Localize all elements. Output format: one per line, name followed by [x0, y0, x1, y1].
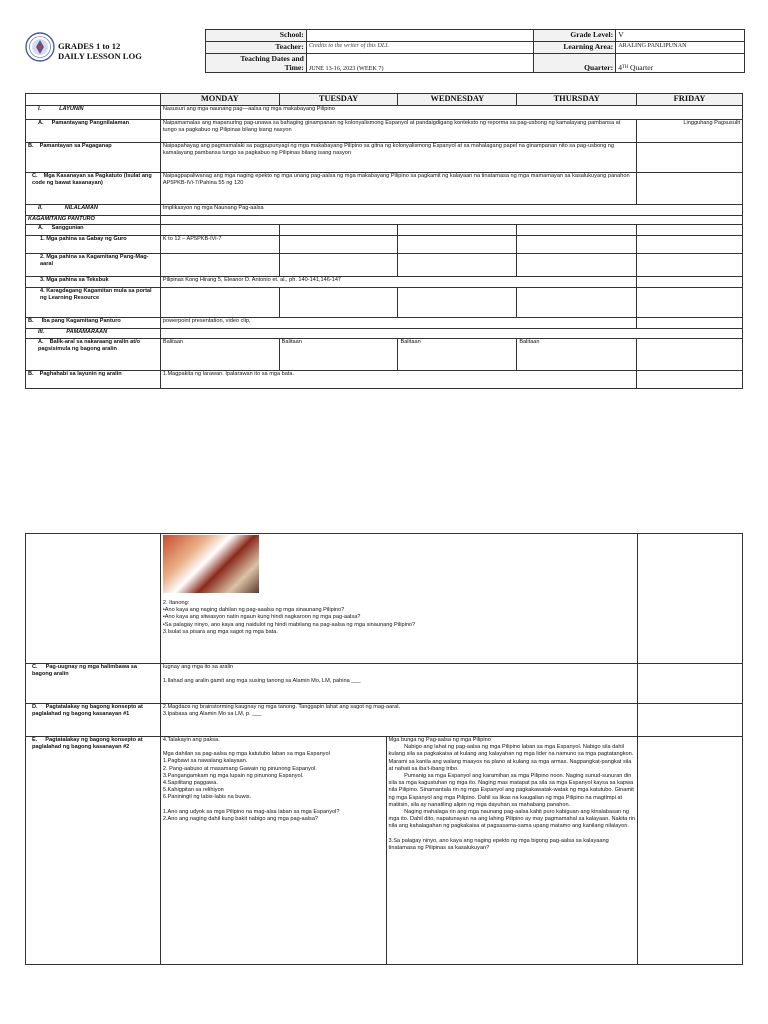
dahilan-item-3: 3.Pangangamkam ng mga lupain ng pinunong Espanyol. [162, 772, 304, 779]
day-wednesday: WEDNESDAY [398, 94, 517, 106]
layunin-text: Nasusuri ang mga naunang pag—aalsa ng mga makabayang Pilipino [160, 106, 742, 120]
sanggunian-thursday [517, 225, 637, 236]
gabay-wednesday [398, 236, 517, 254]
dahilan-item-5: 5.Kahigpitan sa relihiyon [162, 787, 224, 794]
kagamitang-panturo-label: KAGAMITANG PANTURO [26, 216, 161, 225]
layunin-number: I. [38, 106, 42, 112]
teacher-label: Teacher: [206, 42, 307, 54]
kpm-wednesday [398, 254, 517, 277]
nilalaman-label: NILALAMAN [64, 205, 98, 211]
kasanayan-code: AP5PKB-IVi-7/Pahina 55 ng 120 [162, 180, 244, 186]
learning-area-value[interactable]: ARALING PANLIPUNAN [616, 42, 745, 54]
itanong-step-3: 3.Isulat sa pisara ang mga sagot ng mga bata. [162, 628, 278, 635]
lr-tuesday [279, 288, 398, 318]
bunga-question-3: 3.Sa palagay ninyo, ano kaya ang naging epekto ng mga bigong pag-aalsa sa kalayaang tinatamasa ng Pilipinas sa kasalukuyan? [388, 837, 609, 851]
school-value[interactable] [306, 30, 533, 42]
iba-pang-kagamitan [26, 318, 161, 329]
gabay-thursday [517, 236, 637, 254]
pag-uugnay-line-1: Iugnay ang mga ito sa aralin [162, 664, 234, 670]
section-nilalaman [26, 205, 161, 216]
pagtatalakay-2-friday [638, 737, 743, 965]
day-thursday: THURSDAY [517, 94, 637, 106]
title-line-1: GRADES 1 to 12 [58, 41, 121, 51]
pagtatalakay-2-number: E. [32, 737, 38, 743]
dahilan-item-4: 4.Sapilitang paggawa. [162, 780, 218, 787]
teaching-dates-label-line2: Time: [284, 63, 304, 72]
kagamitang-panturo-cell [160, 216, 742, 225]
section-layunin [26, 106, 161, 120]
pagtatalakay-2-label: Pagtatalakay ng bagong konsepto at paglalahad ng bagong kasanayan #2 [32, 737, 143, 751]
friday-cell-c [637, 173, 743, 205]
itanong-question-3: •Sa palagay ninyo, ano kaya ang naidulot ng hindi mabilang na pag-aalsa ng mga sinaunang Pilipino? [162, 621, 416, 628]
teksbuk-friday [637, 277, 743, 288]
iba-pang-friday [637, 318, 743, 329]
kasanayan-text [160, 173, 636, 205]
row-a-label: Pamantayang Pangnilalaman [51, 120, 129, 126]
dahilan-item-2: 2. Pang-aabuso at masamang Gawain ng pinunong Espanyol. [162, 765, 317, 772]
row-b-number: B. [28, 143, 34, 149]
mga-dahilan-cell [160, 737, 386, 965]
balik-aral-number: A. [38, 339, 44, 345]
corner-cell [26, 94, 161, 106]
kasanayan-description: Naipagpapaliwanag ang mga naging epekto ng mga unang pag-aalsa ng mga makabayang Pilipino sa pagkamit ng kalayaan na tinatamasa ng mga mamamayan sa kasalukuyang panahon [162, 173, 630, 179]
lesson-log-table-continued [25, 533, 743, 965]
kagamitang-pang-mag-aaral-label: 2. Mga pahina sa Kagamitang Pang-Mag-aaral [26, 254, 161, 277]
grade-level-label: Grade Level: [534, 30, 616, 42]
teaching-dates-value[interactable]: JUNE 13-16, 2023 (WEEK 7) [306, 54, 533, 73]
gabay-tuesday [279, 236, 398, 254]
mga-bunga-cell [386, 737, 638, 965]
pag-uugnay-label: Pag-uugnay ng mga halimbawa sa bagong aralin [32, 664, 137, 678]
lesson-log-table [25, 93, 743, 389]
lr-thursday [517, 288, 637, 318]
lr-friday [637, 288, 743, 318]
learning-resource-label: 4. Karagdagang Kagamitan mula sa portal ng Learning Resource [26, 288, 161, 318]
nilalaman-text: Implikasyon ng mga Naunang Pag-aalsa [160, 205, 742, 216]
dahilan-item-1: 1.Pagbawi sa nawalang kalayaan. [162, 758, 248, 765]
pamamaraan-label: PAMAMARAAN [66, 329, 108, 335]
pag-uugnay-text [160, 664, 637, 704]
sanggunian-monday [160, 225, 279, 236]
dahilan-line-1: 4.Talakayin ang paksa. [162, 737, 220, 743]
row-b-label: Pamantayan sa Pagaganap [39, 143, 112, 149]
pagtatalakay-1-label: Pagtatalakay ng bagong konsepto at paglalahad ng bagong kasanayan #1 [32, 704, 143, 718]
pagtatalakay-1-friday [638, 704, 743, 737]
teaching-dates-label-line1: Teaching Dates and [240, 54, 304, 63]
pagtatalakay-1 [26, 704, 161, 737]
balitaan-wednesday: Balitaan [398, 339, 517, 371]
pagtatalakay-1-number: D. [32, 704, 38, 710]
bunga-paragraph-1: Nabigo ang lahat ng pag-aalsa ng mga Pilipino laban sa mga Espanyol. Nabigo sila dahil kulang sila sa pagkakaisa at kulang ang kalayahan ng mga lider na namuno sa mga pagtatangkon. Marami sa kanila ang walang maayos na plano at kulang sa mga armas. Nagpangkat-pangkat sila at nahati sa iba't-ibang tribo. [388, 744, 635, 772]
paghahabi-text: 1.Magpakita ng larawan. Ipalarawan ito sa mga bata. [160, 371, 636, 389]
itanong-friday [638, 534, 743, 664]
dahilan-question-1: 1.Ano ang udyok sa mga Pilipino na mag-alsa laban sa mga Espanyol? [162, 808, 340, 815]
pag-uugnay [26, 664, 161, 704]
quarter-value[interactable]: 4ᵀᴴ Quarter [616, 54, 745, 73]
day-monday: MONDAY [160, 94, 279, 106]
title-line-2: DAILY LESSON LOG [58, 51, 142, 61]
teksbuk-label: 3. Mga pahina sa Teksbuk [26, 277, 161, 288]
balitaan-friday [637, 339, 743, 371]
kpm-tuesday [279, 254, 398, 277]
sanggunian-number: A. [38, 225, 44, 231]
paghahabi-sa-layunin [26, 371, 161, 389]
pamantayang-pangnilalaman-text: Naipamamalas ang mapanuring pag-unawa sa bahaging ginampanan ng kolonyalismong Espanyol at pandaigdigang konteksto ng reporma sa pag-usbong ng kamalayang pambansa at tungo sa pagkabuo ng Pilipinas bilang isang nasyon [160, 120, 636, 143]
bunga-paragraph-3: Naging mahalaga rin ang mga naunang pag-aalsa kahit puro kabiguan ang kinalabasan ng mga ito. Dahil dito, napatunayan na ang lahing Pilipino ay may pagmamahal sa kalayaan. Nakita rin nila ang kahalagahan ng pagkakaisa at pagsasama-sama upang matamo ang kanilang nilalayon. [388, 809, 637, 830]
dahilan-question-2: 2.Ano ang naging dahil kung bakit nabigo ang mga pag-aalsa? [162, 815, 319, 822]
sanggunian-tuesday [279, 225, 398, 236]
kpm-thursday [517, 254, 637, 277]
bunga-heading: Mga bunga ng Pag-aalsa ng mga Pilipino [388, 737, 491, 743]
pamamaraan-cell [160, 329, 742, 339]
pamamaraan-number: III. [38, 329, 45, 335]
pamantayan-sa-pagaganap [26, 143, 161, 173]
day-friday: FRIDAY [637, 94, 743, 106]
gabay-ng-guro-label: 1. Mga pahina sa Gabay ng Guro [26, 236, 161, 254]
pamantayang-pangnilalaman [26, 120, 161, 143]
pag-uugnay-line-2: 1.Ilahad ang aralin gamit ang mga susing tanong sa Alamin Mo, LM, pahina ___ [162, 678, 361, 685]
balitaan-tuesday: Balitaan [279, 339, 398, 371]
friday-cell-b [637, 143, 743, 173]
balitaan-thursday: Balitaan [517, 339, 637, 371]
lr-monday [160, 288, 279, 318]
bunga-paragraph-2: Pumanig sa mga Espanyol ang karamihan sa mga Pilipino noon. Naging sunud-sunuran din sila sa mga kagustuhan ng mga ito. Naging mas matapat pa sila sa mga Espanyol kaysa sa kapwa nila Pilipino. Sinamantala rin ng mga Espanyol ang pagkakawatak-watak ng mga katutubo. Ginamit ng mga Espanyol ang mga Pilipino. Dahil sa likas na kaugalian ng mga Pilipino na magtimpi at matiisin, sila ay nanatiling alipin ng mga dayuhan sa mahabang panahon. [388, 773, 636, 808]
gabay-ng-guro-text: K to 12 – AP5PKB-IVi-7 [160, 236, 279, 254]
learning-area-label: Learning Area: [534, 42, 616, 54]
nilalaman-number: II. [38, 205, 43, 211]
pagtatalakay-1-line-2: 3.Ipabasa ang Alamin Mo sa LM, p. ___ [162, 711, 262, 718]
section-pamamaraan [26, 329, 161, 339]
historical-painting-image [163, 535, 259, 593]
paghahabi-friday [637, 371, 743, 389]
document-title [58, 41, 142, 61]
iba-pang-kagamitan-text: powerpoint presentation, video clip, [160, 318, 636, 329]
paghahabi-number: B. [28, 371, 34, 377]
balik-aral-label: Balik-aral sa nakaraang aralin at/o pagsisimula ng bagong aralin [38, 339, 141, 352]
sanggunian [26, 225, 161, 236]
pagtatalakay-1-line-1: 2.Magdaos ng brainstorming kaugnay ng mga tanong. Tanggapin lahat ang sagot ng mag-aaral. [162, 704, 401, 710]
sanggunian-friday [637, 225, 743, 236]
row-a-number: A. [38, 120, 44, 126]
dahilan-heading: Mga dahilan sa pag-aalsa ng mga katutubo laban sa mga Espanyol [162, 751, 330, 758]
continued-label-cell [26, 534, 161, 664]
pamantayan-sa-pagaganap-text: Naipapahayag ang pagmamalaki sa pagpupunyagi ng mga makabayang Pilipino sa gitna ng kolonyalismong Espanyol at sa mahalagang papel na ginampanan nito sa pag-usbong ng kamalayang pambansa tungo sa pagkabuo ng Pilipinas bilang isang nasyon [160, 143, 636, 173]
lr-wednesday [398, 288, 517, 318]
itanong-cell [160, 534, 637, 664]
kpm-monday [160, 254, 279, 277]
header-info-table [205, 29, 745, 73]
pag-uugnay-friday [638, 664, 743, 704]
sanggunian-label: Sanggunian [51, 225, 84, 231]
itanong-question-2: •Ano kaya ang sitwasyon natin ngaun kung hindi nagkaroon ng mga pag-aalsa? [162, 614, 361, 621]
kpm-friday [637, 254, 743, 277]
balik-aral [26, 339, 161, 371]
balitaan-monday: Balitaan [160, 339, 279, 371]
mga-kasanayan-sa-pagkatuto [26, 173, 161, 205]
gabay-friday [637, 236, 743, 254]
teaching-dates-label [206, 54, 307, 73]
day-tuesday: TUESDAY [279, 94, 398, 106]
school-label: School: [206, 30, 307, 42]
deped-seal-logo [25, 32, 55, 62]
iba-pang-label: Iba pang Kagamitang Panturo [41, 318, 121, 324]
row-c-number: C. [32, 173, 38, 179]
friday-lingguhang-pagsusulit: Lingguhang Pagsusulit [637, 120, 743, 143]
itanong-question-1: •Ano kaya ang naging dahilan ng pag-aaalsa ng mga sinaunang Pilipino? [162, 607, 345, 614]
pagtatalakay-1-text [160, 704, 637, 737]
teksbuk-text: Pilipinas Kong Hirang 5, Eleanor D. Antonio et. al., ph. 140-141,146-147 [160, 277, 636, 288]
pag-uugnay-number: C. [32, 664, 38, 670]
row-c-label: Mga Kasanayan sa Pagkatuto (Isulat ang code ng bawat kasanayan) [32, 173, 152, 186]
sanggunian-wednesday [398, 225, 517, 236]
itanong-title: 2. Itanong: [162, 600, 190, 606]
iba-pang-number: B. [28, 318, 34, 324]
grade-level-value[interactable]: V [616, 30, 745, 42]
quarter-label: Quarter: [534, 54, 616, 73]
layunin-label: LAYUNIN [59, 106, 84, 112]
pagtatalakay-2 [26, 737, 161, 965]
dahilan-item-6: 6.Paniningil ng labis-labis na buwis. [162, 794, 252, 801]
teacher-value[interactable]: Credits to the writer of this DLL [306, 42, 533, 54]
paghahabi-label: Paghahabi sa layunin ng aralin [39, 371, 122, 377]
